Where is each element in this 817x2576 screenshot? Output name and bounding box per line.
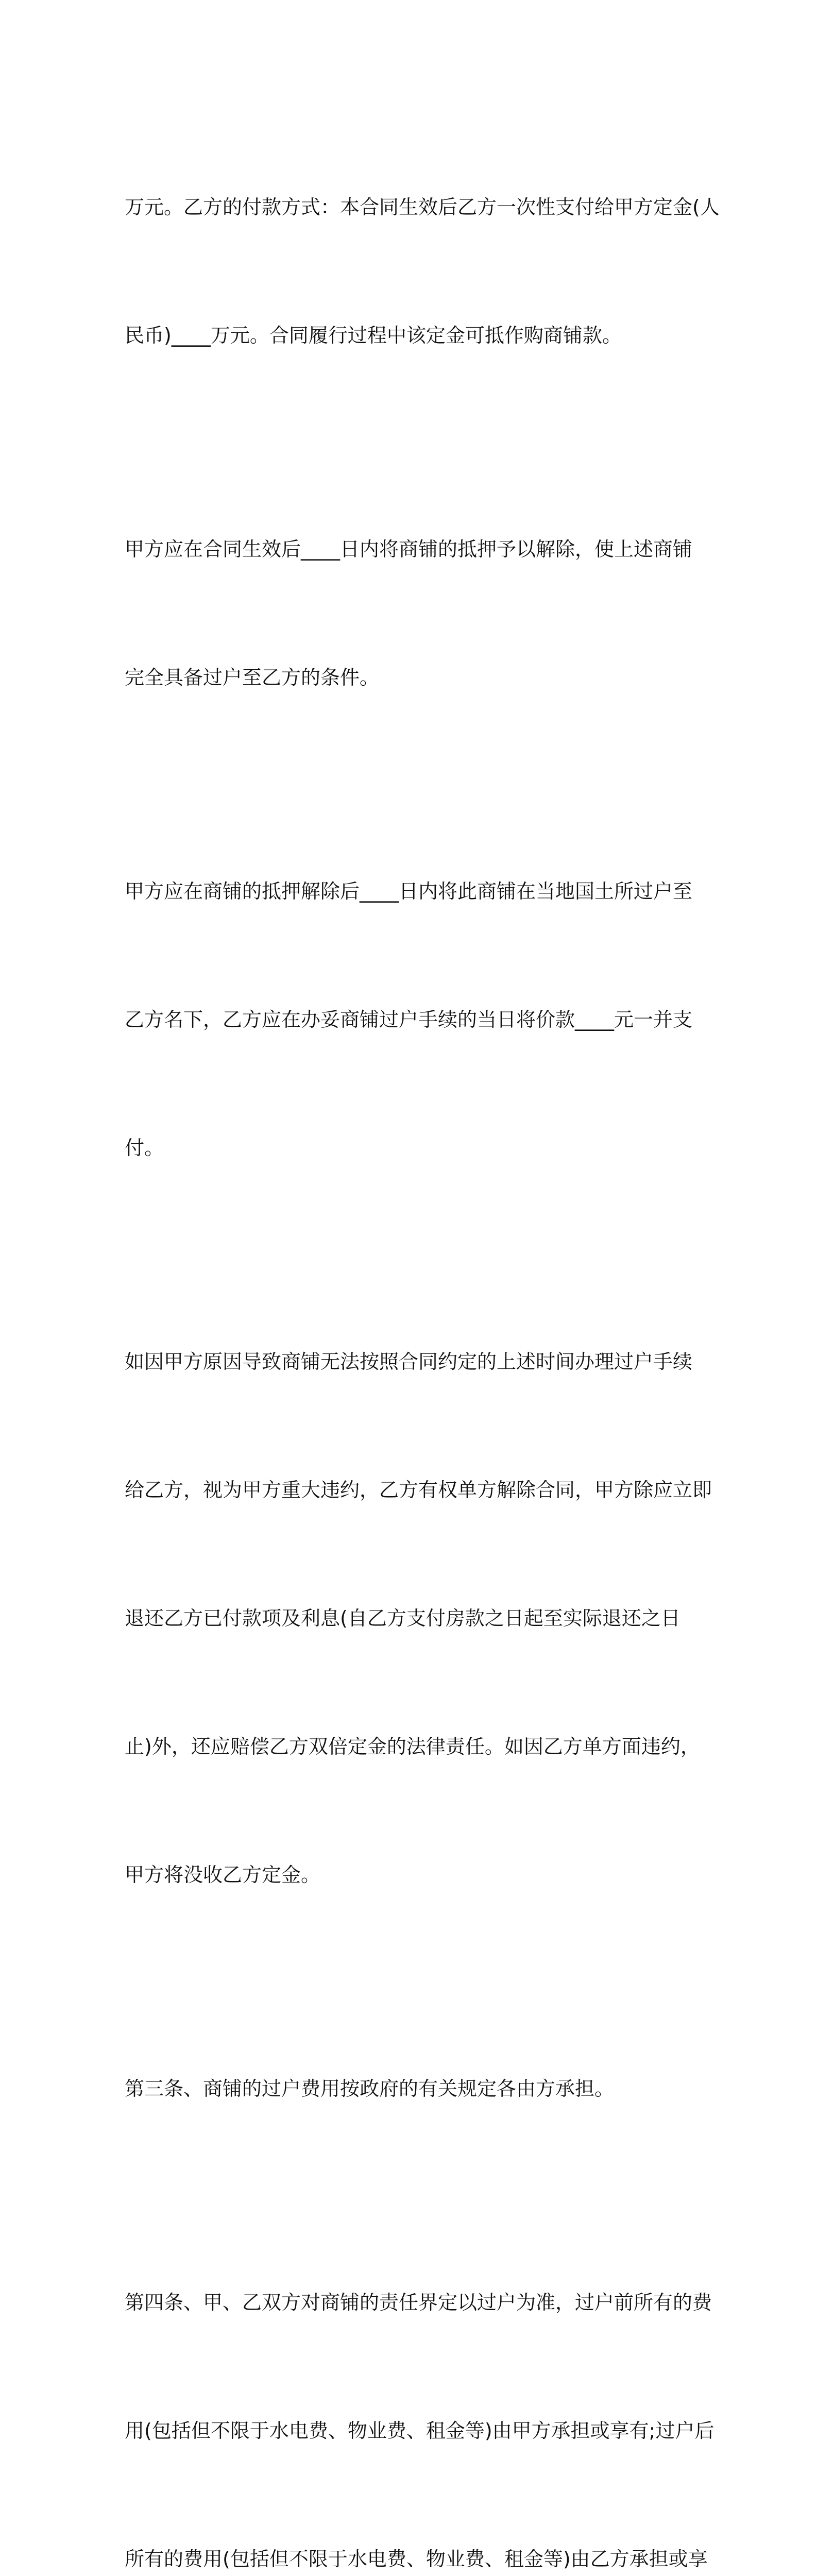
- paragraph-mortgage-release: [125, 443, 702, 785]
- text-line: 万元。乙方的付款方式：本合同生效后乙方一次性支付给甲方定金(人: [125, 196, 720, 218]
- text-line: 给乙方，视为甲方重大违约，乙方有权单方解除合同，甲方除应立即: [125, 1479, 712, 1501]
- article-3: [125, 1982, 702, 2196]
- text-line: 完全具备过户至乙方的条件。: [125, 666, 380, 689]
- text-line: 甲方将没收乙方定金。: [125, 1863, 321, 1886]
- text-line: 如因甲方原因导致商铺无法按照合同约定的上述时间办理过户手续: [125, 1350, 693, 1373]
- text-line: 第四条、甲、乙双方对商铺的责任界定以过户为准，过户前所有的费: [125, 2291, 712, 2314]
- text-line: 甲方应在合同生效后____日内将商铺的抵押予以解除，使上述商铺: [125, 538, 693, 561]
- article-4: [125, 2196, 714, 2576]
- text-line: 止)外，还应赔偿乙方双倍定金的法律责任。如因乙方单方面违约，: [125, 1735, 700, 1758]
- text-line: 民币)____万元。合同履行过程中该定金可抵作购商铺款。: [125, 324, 622, 347]
- document-body: [125, 100, 720, 2576]
- paragraph-breach: [125, 1255, 712, 1982]
- paragraph-transfer: [125, 785, 702, 1255]
- text-line: 乙方名下，乙方应在办妥商铺过户手续的当日将价款____元一并支: [125, 1008, 693, 1031]
- paragraph-payment-method: [125, 100, 720, 443]
- text-line: 退还乙方已付款项及利息(自乙方支付房款之日起至实际退还之日: [125, 1607, 680, 1630]
- text-line: 第三条、商铺的过户费用按政府的有关规定各由方承担。: [125, 2077, 615, 2100]
- text-line: 付。: [125, 1137, 164, 1159]
- text-line: 所有的费用(包括但不限于水电费、物业费、租金等)由乙方承担或享: [125, 2548, 708, 2570]
- text-line: 甲方应在商铺的抵押解除后____日内将此商铺在当地国土所过户至: [125, 880, 693, 903]
- text-line: 用(包括但不限于水电费、物业费、租金等)由甲方承担或享有;过户后: [125, 2419, 714, 2442]
